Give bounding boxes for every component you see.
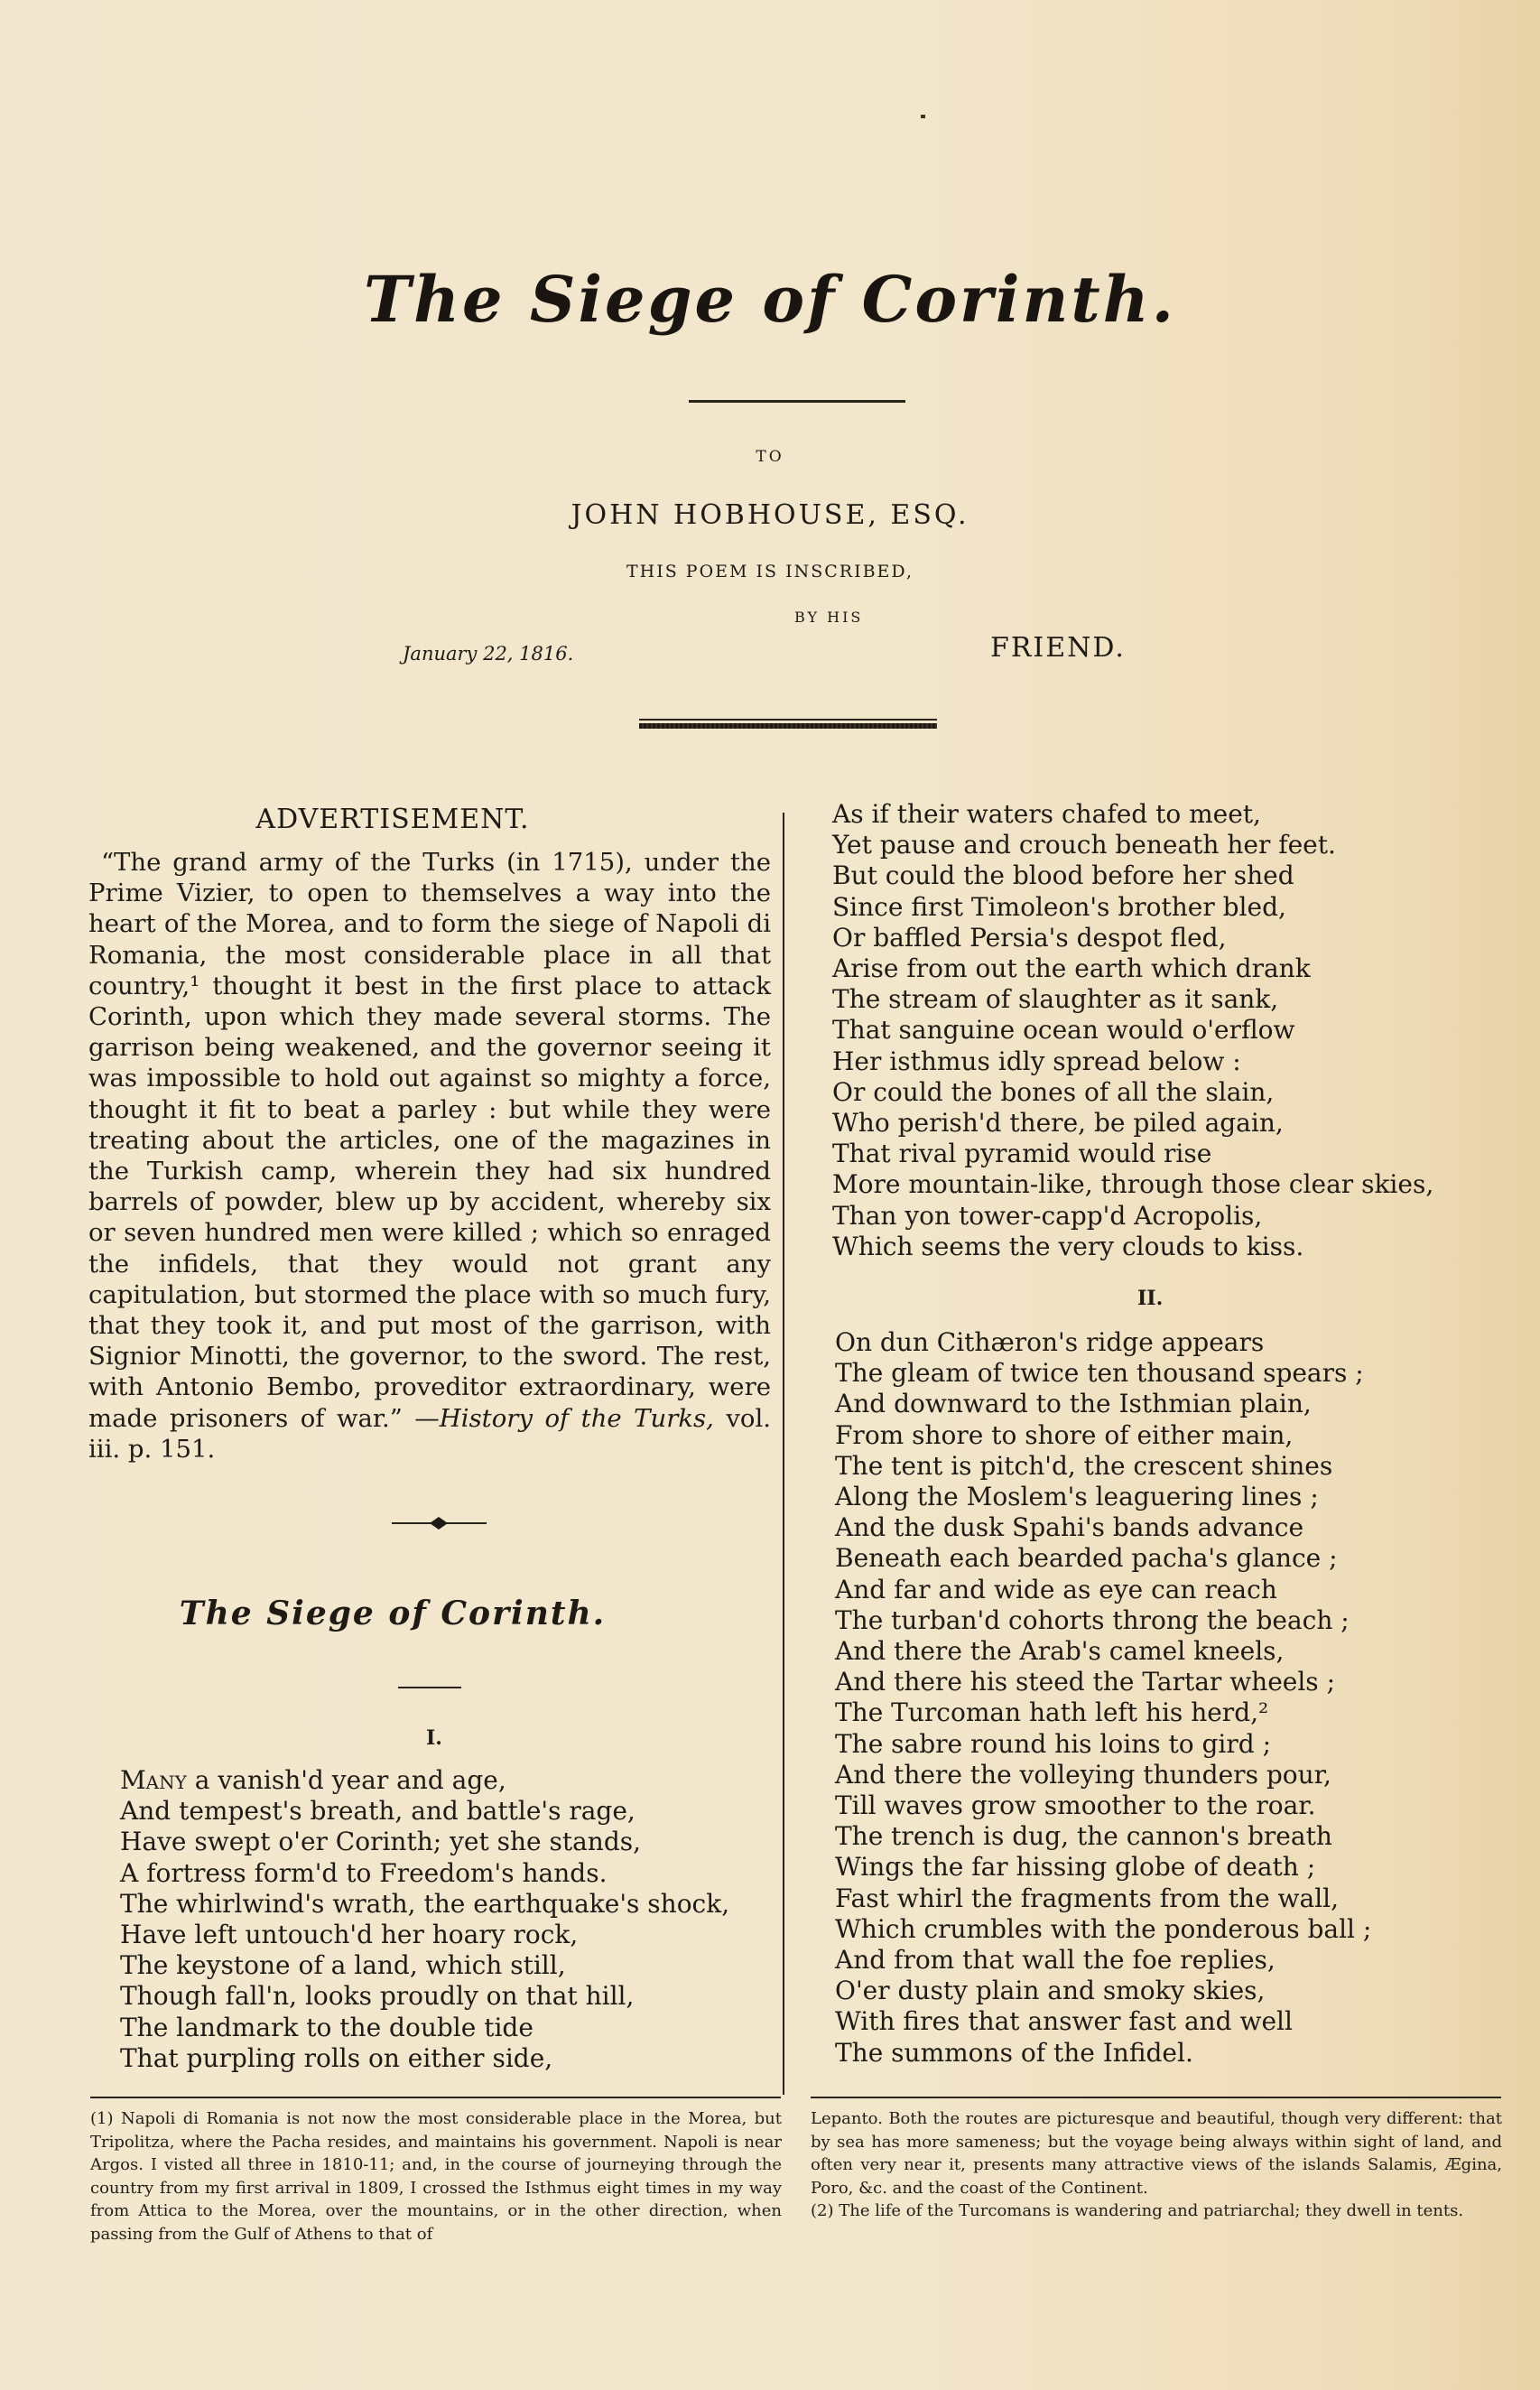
verse-line: The Turcoman hath left his herd,² <box>835 1697 1269 1728</box>
verse-line: The summons of the Infidel. <box>835 2037 1193 2068</box>
verse-line: And downward to the Isthmian plain, <box>835 1389 1312 1419</box>
verse-line: That sanguine ocean would o'erflow <box>832 1015 1295 1046</box>
verse-line: O'er dusty plain and smoky skies, <box>835 1976 1266 2006</box>
verse-line: Than yon tower-capp'd Acropolis, <box>832 1200 1263 1231</box>
verse-line: Or baffled Persia's despot fled, <box>832 922 1227 953</box>
advertisement-body: “The grand army of the Turks (in 1715), under the Prime Vizier, to open to themselves a way into the heart of the Morea, and to form the siege of Napoli di Romania, the most considerable place in all that country,¹ thought it best in the first place to attack Corinth, upon which they made several storms. The garrison being weakened, and the governor seeing it was impossible to hold out against so mighty a force, thought it fit to beat a parley : but while they were treating about the articles, one of the magazines in the Turkish camp, wherein they had six hundred barrels of powder, blew up by accident, whereby six or seven hundred men were killed ; which so enraged the infidels, that they would not grant any capitulation, but stormed the place with so much fury, that they took it, and put most of the garrison, with Signior Minotti, the governor, to the sword. The rest, with Antonio Bembo, proveditor extraordinary, were made prisoners of war.” — <box>88 848 771 1433</box>
dedication-inscribed: THIS POEM IS INSCRIBED, <box>626 562 914 581</box>
verse-line: Though fall'n, looks proudly on that hill, <box>120 1981 635 2012</box>
header-rule-thin <box>639 719 937 721</box>
verse-line: Beneath each bearded pacha's glance ; <box>835 1543 1338 1574</box>
verse-line: Which crumbles with the ponderous ball ; <box>835 1913 1372 1944</box>
verse-line: Arise from out the earth which drank <box>832 953 1311 984</box>
verse-line: That rival pyramid would rise <box>832 1139 1212 1169</box>
verse-line: Who perish'd there, be piled again, <box>832 1108 1284 1139</box>
advertisement-text <box>88 847 771 1465</box>
verse-line: The turban'd cohorts throng the beach ; <box>835 1604 1350 1635</box>
verse-line-text: a vanish'd year and age, <box>186 1765 506 1795</box>
advertisement-heading: ADVERTISEMENT. <box>255 804 530 835</box>
header-rule-thick <box>639 723 937 729</box>
verse-line: Wings the far hissing globe of death ; <box>835 1852 1316 1883</box>
stanza-numeral-ii: II. <box>1137 1287 1164 1310</box>
verse-line: And there his steed the Tartar wheels ; <box>835 1667 1335 1697</box>
ornament-divider <box>392 1514 487 1532</box>
title-rule <box>689 400 905 403</box>
stanza-i-continued <box>832 799 1433 1262</box>
advertisement-citation: History of the Turks, <box>439 1403 714 1433</box>
verse-line: That purpling rolls on either side, <box>120 2042 553 2073</box>
verse-line: Yet pause and crouch beneath her feet. <box>832 830 1336 860</box>
verse-line: The whirlwind's wrath, the earthquake's shock, <box>120 1888 730 1919</box>
footnote-rule-right <box>811 2097 1501 2098</box>
stanza-numeral-i: I. <box>426 1726 442 1750</box>
verse-line: As if their waters chafed to meet, <box>832 799 1261 829</box>
column-divider <box>783 813 784 2095</box>
verse-line: And from that wall the foe replies, <box>835 1945 1276 1976</box>
verse-line: Have swept o'er Corinth; yet she stands, <box>120 1827 642 1857</box>
stanza-i <box>120 1765 729 2074</box>
verse-line: With fires that answer fast and well <box>835 2006 1293 2037</box>
verse-line: Along the Moslem's leaguering lines ; <box>835 1482 1319 1512</box>
print-mark <box>921 115 925 118</box>
verse-lead-word: Many <box>120 1765 187 1795</box>
verse-line: Her isthmus idly spread below : <box>832 1046 1241 1076</box>
verse-line: The trench is dug, the cannon's breath <box>835 1821 1332 1852</box>
verse-line: But could the blood before her shed <box>832 860 1294 891</box>
footnote-1: (1) Napoli di Romania is not now the most considerable place in the Morea, but Tripolitza, where the Pacha resides, and maintains his government. Napoli is near Argos. I visted all three in 1810-11; and, in the course of journeying through the country from my first arrival in 1809, I crossed the Isthmus eight times in my way from Attica to the Morea, over the mountains, or in the other direction, when passing from the Gulf of Athens to that of <box>90 2109 782 2244</box>
verse-line: The landmark to the double tide <box>120 2012 533 2042</box>
verse-line: Since first Timoleon's brother bled, <box>832 891 1286 922</box>
verse-line: And there the volleying thunders pour, <box>835 1759 1331 1790</box>
verse-line: A fortress form'd to Freedom's hands. <box>120 1857 608 1888</box>
verse-line: The tent is pitch'd, the crescent shines <box>835 1450 1333 1481</box>
dedication-by-his: BY HIS <box>794 609 864 626</box>
footnote-2: (2) The life of the Turcomans is wandering and patriarchal; they dwell in tents. <box>811 2201 1464 2221</box>
verse-line: And the dusk Spahi's bands advance <box>835 1512 1304 1543</box>
verse-line: The keystone of a land, which still, <box>120 1950 566 1981</box>
dedicatee-name: JOHN HOBHOUSE, ESQ. <box>571 499 969 531</box>
footnote-right <box>811 2107 1502 2223</box>
verse-line: Fast whirl the fragments from the wall, <box>835 1883 1340 1913</box>
verse-line: The sabre round his loins to gird ; <box>835 1728 1272 1759</box>
footnote-rule-left <box>90 2097 781 2098</box>
verse-line: The stream of slaughter as it sank, <box>832 984 1279 1015</box>
verse-line: On dun Cithæron's ridge appears <box>835 1327 1265 1357</box>
footnote-left <box>90 2107 782 2246</box>
page-title: The Siege of Corinth. <box>364 262 1176 337</box>
verse-line: And there the Arab's camel kneels, <box>835 1636 1285 1667</box>
section-rule <box>398 1687 461 1688</box>
verse-line: Till waves grow smoother to the roar. <box>835 1790 1316 1821</box>
verse-line: Have left untouch'd her hoary rock, <box>120 1920 579 1950</box>
dedication-friend: FRIEND. <box>990 632 1126 664</box>
advertisement-citation-tail: vol. iii. p. 151. <box>88 1403 771 1464</box>
dedication-to: TO <box>756 448 784 466</box>
verse-line: Which seems the very clouds to kiss. <box>832 1231 1304 1261</box>
verse-line: More mountain-like, through those clear skies, <box>832 1169 1434 1200</box>
stanza-ii <box>835 1327 1371 2069</box>
verse-line: Or could the bones of all the slain, <box>832 1076 1275 1107</box>
verse-line: The gleam of twice ten thousand spears ; <box>835 1358 1364 1389</box>
footnote-1-continued: Lepanto. Both the routes are picturesque and beautiful, though very different: that by sea has more sameness; but the voyage being always within sight of land, and often very near it, presents many attractive views of the islands Salamis, Ægina, Poro, &c. and the coast of the Continent. <box>811 2109 1502 2198</box>
verse-line <box>120 1765 729 1796</box>
verse-line: From shore to shore of either main, <box>835 1419 1294 1450</box>
verse-line: And tempest's breath, and battle's rage, <box>120 1796 635 1827</box>
dedication-date: January 22, 1816. <box>403 643 574 665</box>
section-title: The Siege of Corinth. <box>179 1595 607 1632</box>
verse-line: And far and wide as eye can reach <box>835 1574 1277 1604</box>
